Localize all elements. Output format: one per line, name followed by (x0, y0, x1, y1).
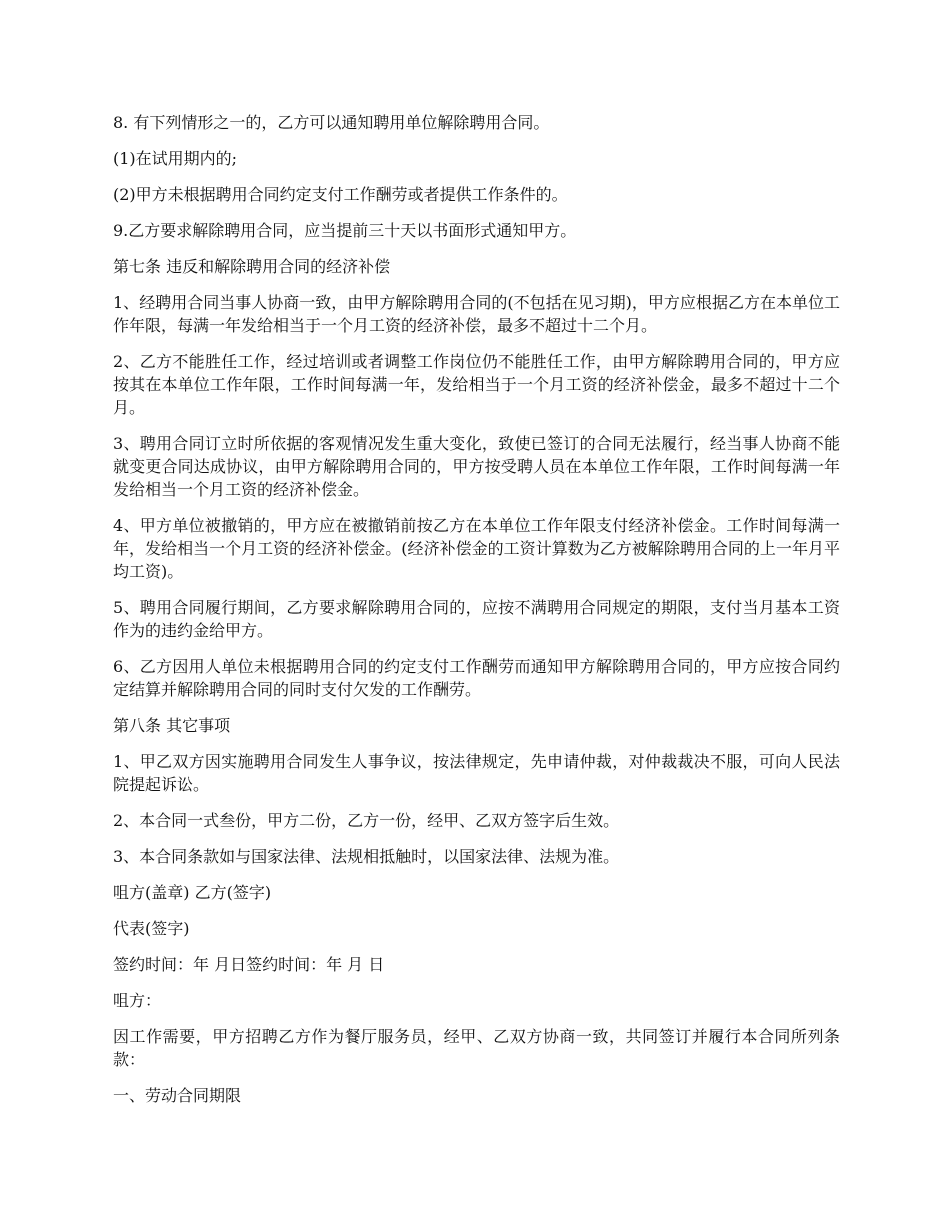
signature-parties-line: 咀方(盖章) 乙方(签字) (113, 883, 272, 902)
paragraph-article-8-item-3: 3、本合同条款如与国家法律、法规相抵触时，以国家法律、法规为准。 (113, 847, 620, 866)
signature-representative-line: 代表(签字) (113, 919, 190, 938)
paragraph-article-7-item-6: 6、乙方因用人单位未根据聘用合同的约定支付工作酬劳而通知甲方解除聘用合同的，甲方应按合同约定结算并解除聘用合同的同时支付欠发的工作酬劳。 (113, 657, 840, 699)
paragraph-article-7-item-2: 2、乙方不能胜任工作，经过培训或者调整工作岗位仍不能胜任工作，由甲方解除聘用合同的，甲方应按其在本单位工作年限，工作时间每满一年，发给相当于一个月工资的经济补偿金，最多不超过十二个月。 (113, 352, 840, 417)
section-heading-article-7: 第七条 违反和解除聘用合同的经济补偿 (113, 257, 391, 276)
paragraph-clause-9: 9.乙方要求解除聘用合同，应当提前三十天以书面形式通知甲方。 (113, 221, 577, 240)
paragraph-article-7-item-3: 3、聘用合同订立时所依据的客观情况发生重大变化，致使已签订的合同无法履行，经当事人协商不能就变更合同达成协议，由甲方解除聘用合同的，甲方按受聘人员在本单位工作年限，工作时间每满一年发给相当一个月工资的经济补偿金。 (113, 434, 840, 499)
party-a-label: 咀方： (113, 991, 162, 1010)
paragraph-clause-8-item-2: (2)甲方未根据聘用合同约定支付工作酬劳或者提供工作条件的。 (113, 185, 568, 204)
section-heading-article-8: 第八条 其它事项 (113, 716, 231, 735)
paragraph-article-8-item-1: 1、甲乙双方因实施聘用合同发生人事争议，按法律规定，先申请仲裁，对仲裁裁决不服，可向人民法院提起诉讼。 (113, 752, 840, 794)
signing-date-line: 签约时间：年 月日签约时间：年 月 日 (113, 955, 385, 974)
section-heading-contract-term: 一、劳动合同期限 (113, 1086, 242, 1105)
paragraph-clause-8: 8. 有下列情形之一的，乙方可以通知聘用单位解除聘用合同。 (113, 113, 550, 132)
contract-intro-paragraph: 因工作需要，甲方招聘乙方作为餐厅服务员，经甲、乙双方协商一致，共同签订并履行本合同所列条款： (113, 1027, 840, 1069)
paragraph-article-7-item-5: 5、聘用合同履行期间，乙方要求解除聘用合同的，应按不满聘用合同规定的期限，支付当月基本工资作为的违约金给甲方。 (113, 598, 840, 640)
paragraph-clause-8-item-1: (1)在试用期内的; (113, 149, 238, 168)
paragraph-article-7-item-1: 1、经聘用合同当事人协商一致，由甲方解除聘用合同的(不包括在见习期)，甲方应根据乙方在本单位工作年限，每满一年发给相当于一个月工资的经济补偿，最多不超过十二个月。 (113, 293, 840, 335)
paragraph-article-8-item-2: 2、本合同一式叁份，甲方二份，乙方一份，经甲、乙双方签字后生效。 (113, 811, 620, 830)
paragraph-article-7-item-4: 4、甲方单位被撤销的，甲方应在被撤销前按乙方在本单位工作年限支付经济补偿金。工作时间每满一年，发给相当一个月工资的经济补偿金。(经济补偿金的工资计算数为乙方被解除聘用合同的上一年月平均工资)。 (113, 516, 840, 581)
